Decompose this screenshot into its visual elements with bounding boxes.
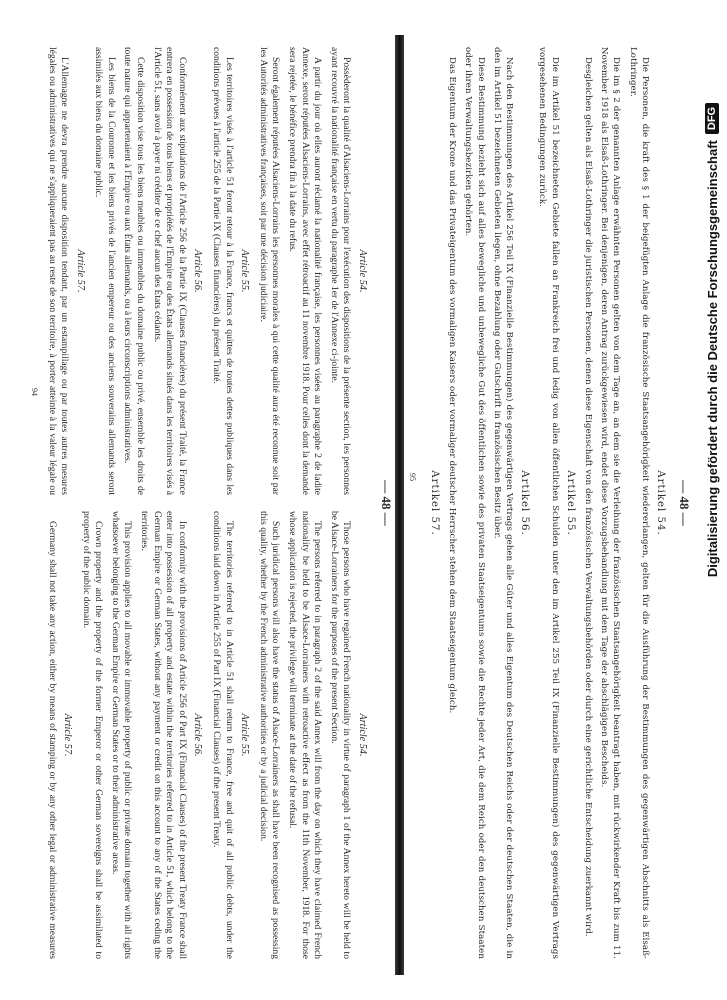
paragraph: This provision applies to all movable or immovable property of public or private domain together with all rights whatsoever belonging to the German Empire or German States or to their administrative areas. <box>109 511 134 959</box>
left-page <box>28 33 398 973</box>
page-signature: 95 <box>408 473 417 481</box>
article-title: Artikel 56. <box>519 470 531 536</box>
paragraph: Diese Bestimmung bezieht sich auf alles bewegliche und unbewegliche Gut des öffentlichen sowie des privaten Staatseigentums sowie die Rechte jeder Art, die dem Reich oder den deutschen Staaten oder ihren Verwaltungsbezirken gehörten. <box>463 47 486 959</box>
paragraph <box>424 47 425 959</box>
paragraph: Nach den Bestimmungen des Artikel 256 Teil IX (Finanzielle Bestimmungen) des gegenwärtigen Vertrags gehen alle Güter und alles Eigentum des Deutschen Reichs oder der deutschen Staaten, die in den im Artikel 51 bezeichneten Gebieten liegen, ohne Bezahlung oder Gutschrift in französischen Besitz über. <box>491 47 514 959</box>
paragraph: Die Personen, die kraft des § 1 der beigefügten Anlage die französische Staatsangehörigkeit wiedererlangen, gelten für die Ausführung der Bestimmungen des gegenwärtigen Abschnitts als Elsaß-Lothringer. <box>627 47 650 959</box>
paragraph: L'Allemagne ne devra prendre aucune disposition tendant, par un estampillage ou par toutes autres mesures légales ou administratives qui ne s'appliqueraient pas au reste de son territoire, à porter atteinte à la valeur légale ou <box>46 47 71 495</box>
paragraph: Desgleichen gelten als Elsaß-Lothringer die juristischen Personen, denen diese Eigenschaft von den französischen Verwaltungsbehörden oder durch eine gerichtliche Entscheidung zuerkannt wird. <box>582 57 593 937</box>
article-title: Artikel 55. <box>564 470 576 536</box>
paragraph: The territories referred to in Article 51 shall return to France, free and quit of all public debts, under the conditions laid down in Article 255 of Part IX (Financial Clauses) of the present Treaty. <box>211 511 235 959</box>
paragraph: The persons referred to in paragraph 2 of the said Annex will from the day on which they have claimed French nationality be held to be Alsace-Lorrainers with retroactive effect as from the 11th November, 1918. For those whose application is rejected, the privilege will terminate at the date of the refusal. <box>287 511 324 959</box>
banner-text: Digitalisierung gefördert durch die Deutsche Forschungsgemeinschaft <box>704 140 720 578</box>
paragraph: Those persons who have regained French nationality in virtue of paragraph 1 of the Annex hereto will be held to be Alsace-Lorrainers for the purposes of the present Section. <box>328 511 353 959</box>
english-column <box>46 511 374 959</box>
page-number: — 48 — <box>379 480 394 526</box>
article-title: Article 54. <box>357 249 368 293</box>
article-title: Article 57. <box>74 249 86 293</box>
paragraph: Conformément aux stipulations de l'Article 256 de la Partie IX (Clauses financières) du présent Traité, la France entrera en possession de tous biens et propriétés de l'Empire ou des États allemands situés dans les territoires visés à l'Article 51, sans avoir à payer ni créditer de ce chef aucun des États cédants. <box>151 47 188 495</box>
article-title: Article 54. <box>357 713 368 757</box>
article-title: Article 56. <box>192 249 204 293</box>
dfg-logo: DFG <box>705 103 719 134</box>
paragraph: Les biens de la Couronne et les biens privés de l'ancien empereur ou des anciens souverains allemands seront assimilés aux biens du domaine public. <box>93 47 117 495</box>
article-title: Artikel 54. <box>655 470 666 536</box>
paragraph: Die im § 2 der genannten Anlage erwähnten Personen gelten von dem Tage an, an dem sie die Verleihung der französischen Staatsangehörigkeit beantragt haben, mit rückwirkender Kraft bis zum 11. November 1918 als Elsaß-Lothringer. Bei denjenigen, deren Antrag zurückgewiesen wird, endet diese Vorzugsbehandlung mit dem Tage der abschlägigen Bescheids. <box>599 47 622 959</box>
article-title: Article 57. <box>62 713 74 757</box>
article-title: Artikel 57. <box>428 470 440 536</box>
article-title: Article 55. <box>239 713 251 757</box>
article-title: Article 56. <box>192 713 204 757</box>
paragraph: Possèderont la qualité d'Alsaciens-Lorrains pour l'exécution des dispositions de la présente section, les personnes ayant recouvré la nationalité française en vertu du paragraphe 1er de l'Annexe ci-jointe. <box>328 47 353 495</box>
page-signature: 94 <box>30 388 39 396</box>
digitization-banner <box>701 0 723 680</box>
paragraph: A partir du jour où elles auront réclamé la nationalité française, les personnes visées au paragraphe 2 de ladite Annexe, seront réputées Alsaciens-Lorrains, avec effet rétroactif au 11 novembre 1918. Pour celles dont la demande sera rejetée, le bénéfice prendra fin à la date du refus. <box>287 47 324 495</box>
paragraph: Such juridical persons will also have the status of Alsace-Lorrainers as shall have been recognised as possessing this quality, whether by the French administrative authorities or by a judicial decision. <box>257 511 282 959</box>
paragraph: Germany shall not take any action, either by means of stamping or by any other legal or administrative measures <box>46 521 58 959</box>
paragraph: In conformity with the provisions of Article 256 of Part IX (Financial Clauses) of the present Treaty France shall enter into possession of all property and estate within the territories referred to in Article 51, which belong to the German Empire or German States, without any payment or credit on this account to any of the States ceding the territories. <box>139 511 188 959</box>
paragraph: Crown property and the property of the former Emperor or other German sovereigns shall be assimilated to property of the public domain. <box>80 511 105 959</box>
page-number: — 48 — <box>677 480 692 526</box>
article-title: Article 55. <box>239 249 251 293</box>
paragraph: Cette disposition vise tous les biens meubles ou immeubles du domaine public ou privé, ensemble les droits de toute nature qui appartenaient à l'Empire ou aux États allemands, ou à leurs circonscriptions administratives. <box>122 47 147 495</box>
paragraph: Les territoires visés à l'article 51 feront retour à la France, francs et quittes de toutes dettes publiques dans les conditions prévues à l'article 255 de la Partie IX (Clauses financières) du présent Traité. <box>211 47 235 495</box>
french-column <box>46 47 374 495</box>
paragraph: Das Eigentum der Krone und das Privateigentum des vormaligen Kaisers oder vormaliger deutscher Herrscher stehen dem Staatseigentum gleich. <box>447 57 458 714</box>
paragraph: Die im Artikel 51 bezeichneten Gebiete fallen an Frankreich frei und ledig von allen öffentlichen Schulden unter den im Artikel 255 Teil IX (Finanzielle Bestimmungen) des gegenwärtigen Vertrags vorgesehenen Bedingungen zurück. <box>537 47 560 959</box>
paragraph: Seront également réputées Alsaciens-Lorrains les personnes morales à qui cette qualité aura été reconnue soit par les Autorités administratives françaises, soit par une décision judiciaire. <box>257 47 282 495</box>
right-page <box>406 33 696 973</box>
german-column <box>424 47 672 959</box>
